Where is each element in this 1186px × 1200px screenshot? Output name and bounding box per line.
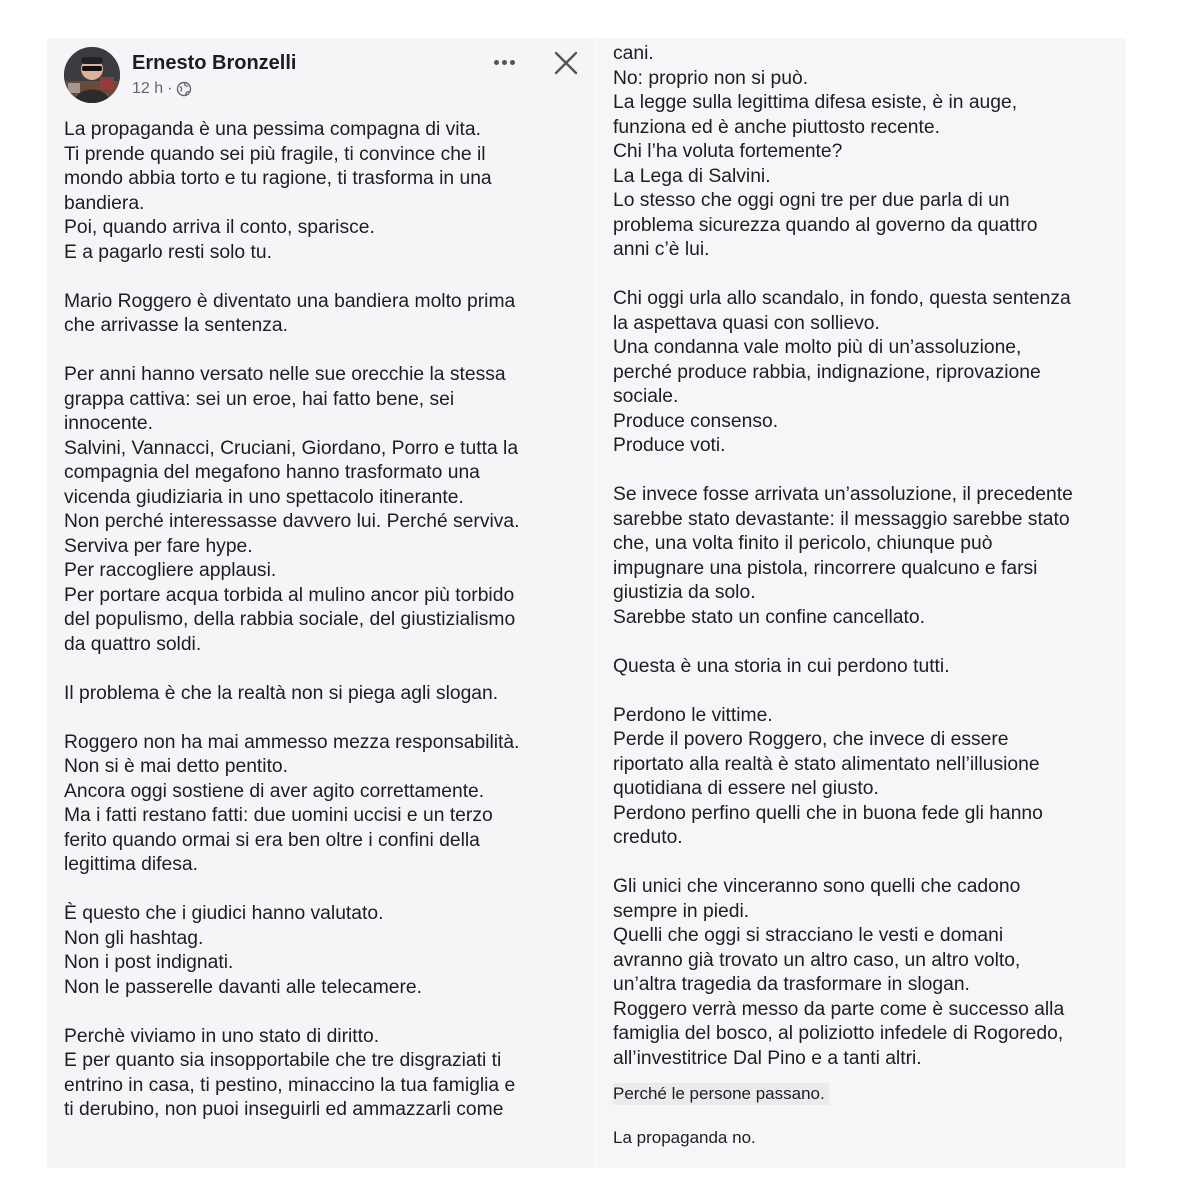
paragraph-gap [64,339,589,364]
profile-photo-icon [64,47,120,103]
text-line: bandiera. [64,192,145,214]
text-line: compagnia del megafono hanno trasformato una [64,462,480,483]
text-line: mondo abbia torto e tu ragione, ti trasforma in una [64,168,492,189]
meta-separator: · [167,80,173,97]
text-line: sempre in piedi. [613,900,750,922]
text-line: un’altra tragedia da trasformare in slogan. [613,974,970,995]
text-line: Non gli hashtag. [64,927,204,949]
paragraph-gap [64,657,589,682]
paragraph-gap [64,878,589,903]
text-line: all’investitrice Dal Pino e a tanti altri. [613,1047,922,1069]
text-line: ferito quando ormai si era ben oltre i confini della [64,829,480,851]
text-line: che, una volta finito il pericolo, chiunque può [613,533,993,554]
globe-icon [176,81,192,97]
paragraph-gap [613,263,1123,288]
post-header [47,38,595,112]
close-icon [552,49,580,77]
post-meta [132,80,192,98]
text-line: da quattro soldi. [64,633,202,655]
more-options-button[interactable] [487,50,521,74]
text-line: sociale. [613,386,679,407]
text-line: Non si è mai detto pentito. [64,756,289,777]
text-line: cani. [613,43,654,64]
text-line: sarebbe stato devastante: il messaggio sarebbe stato [613,508,1070,530]
text-line: E a pagarlo resti solo tu. [64,241,272,263]
text-line: problema sicurezza quando al governo da quattro [613,214,1038,236]
closing-lines [613,1083,1123,1149]
text-line: La legge sulla legittima difesa esiste, è in auge, [613,92,1018,113]
text-line: quotidiana di essere nel giusto. [613,778,879,799]
text-line: Roggero non ha mai ammesso mezza responsabilità. [64,731,520,753]
text-line: Produce consenso. [613,410,779,432]
text-line: Chi l’ha voluta fortemente? [613,141,843,162]
text-line: creduto. [613,827,683,848]
text-line: Roggero verrà messo da parte come è successo alla [613,998,1065,1020]
text-line: Non perché interessasse davvero lui. Perché serviva. [64,511,520,532]
text-line: Quelli che oggi si stracciano le vesti e domani [613,925,1004,946]
text-line: Una condanna vale molto più di un’assoluzione, [613,337,1022,358]
text-line: Serviva per fare hype. [64,535,253,557]
text-line: È questo che i giudici hanno valutato. [64,903,384,924]
more-dot [510,60,515,65]
text-line: Lo stesso che oggi ogni tre per due parla di un [613,190,1010,211]
text-line: Non le passerelle davanti alle telecamere. [64,976,422,998]
text-line: Per raccogliere applausi. [64,560,277,581]
text-line: Questa è una storia in cui perdono tutti. [613,655,950,677]
text-line: Per anni hanno versato nelle sue orecchie la stessa [64,364,506,385]
text-line: No: proprio non si può. [613,67,809,89]
text-line: impugnare una pistola, rincorrere qualcuno e farsi [613,557,1038,579]
text-line: Ti prende quando sei più fragile, ti convince che il [64,143,486,165]
post-time[interactable]: 12 h [132,80,164,97]
paragraph-gap [613,679,1123,704]
text-line: Sarebbe stato un confine cancellato. [613,606,925,628]
text-line: ti derubino, non puoi inseguirli ed ammazzarli come [64,1099,504,1120]
author-name[interactable]: Ernesto Bronzelli [132,52,297,74]
text-line: famiglia del bosco, al poliziotto infedele di Rogoredo, [613,1023,1064,1044]
avatar[interactable] [64,47,120,103]
text-line: Per portare acqua torbida al mulino ancor più torbido [64,584,515,606]
text-line: avranno già trovato un altro caso, un altro volto, [613,949,1021,971]
closing-line-2: La propaganda no. [613,1128,756,1147]
paragraph-gap [613,630,1123,655]
text-line: grappa cattiva: sei un eroe, hai fatto bene, sei [64,388,455,410]
text-line: Ma i fatti restano fatti: due uomini uccisi e un terzo [64,805,493,826]
text-line: perché produce rabbia, indignazione, riprovazione [613,361,1041,383]
text-line: Perchè viviamo in uno stato di diritto. [64,1025,380,1047]
text-line: vicenda giudiziaria in uno spettacolo itinerante. [64,486,464,508]
paragraph-gap [613,851,1123,876]
post-left-panel [47,38,595,1168]
text-line: riportato alla realtà è stato alimentato nell’illusione [613,753,1040,775]
text-line: del populismo, della rabbia sociale, del giustizialismo [64,609,516,630]
text-line: Perdono le vittime. [613,704,773,726]
post-body-left [64,118,589,1123]
paragraph-gap [64,265,589,290]
text-line: E per quanto sia insopportabile che tre disgraziati ti [64,1050,502,1071]
text-line: Se invece fosse arrivata un’assoluzione, il precedente [613,484,1073,505]
paragraph-gap [64,1000,589,1025]
text-line: entrino in casa, ti pestino, minaccino la tua famiglia e [64,1074,516,1096]
text-line: anni c’è lui. [613,239,710,260]
more-dot [502,60,507,65]
text-line: Mario Roggero è diventato una bandiera molto prima [64,290,516,312]
text-line: giustizia da solo. [613,582,756,603]
text-line: Gli unici che vinceranno sono quelli che cadono [613,876,1021,897]
paragraph-gap [613,459,1123,484]
closing-line-1: Perché le persone passano. [613,1083,829,1105]
text-line: Chi oggi urla allo scandalo, in fondo, questa sentenza [613,288,1071,309]
more-dots-icon [494,60,499,65]
post-body-right [613,42,1123,1071]
text-line: Salvini, Vannacci, Cruciani, Giordano, Porro e tutta la [64,437,519,459]
text-line: Ancora oggi sostiene di aver agito correttamente. [64,780,485,802]
text-line: Poi, quando arriva il conto, sparisce. [64,217,375,238]
text-line: funziona ed è anche piuttosto recente. [613,116,940,138]
text-line: Perdono perfino quelli che in buona fede gli hanno [613,802,1043,824]
text-line: Il problema è che la realtà non si piega agli slogan. [64,682,499,704]
text-line: Produce voti. [613,435,726,456]
text-line: innocente. [64,413,153,434]
close-button[interactable] [552,49,580,77]
paragraph-gap [64,706,589,731]
text-line: La propaganda è una pessima compagna di vita. [64,119,481,140]
text-line: la aspettava quasi con sollievo. [613,312,880,334]
text-line: Perde il povero Roggero, che invece di essere [613,729,1009,750]
text-line: Non i post indignati. [64,952,234,973]
text-line: che arrivasse la sentenza. [64,315,288,336]
text-line: La Lega di Salvini. [613,165,771,187]
post-right-panel [596,38,1126,1168]
text-line: legittima difesa. [64,854,198,875]
